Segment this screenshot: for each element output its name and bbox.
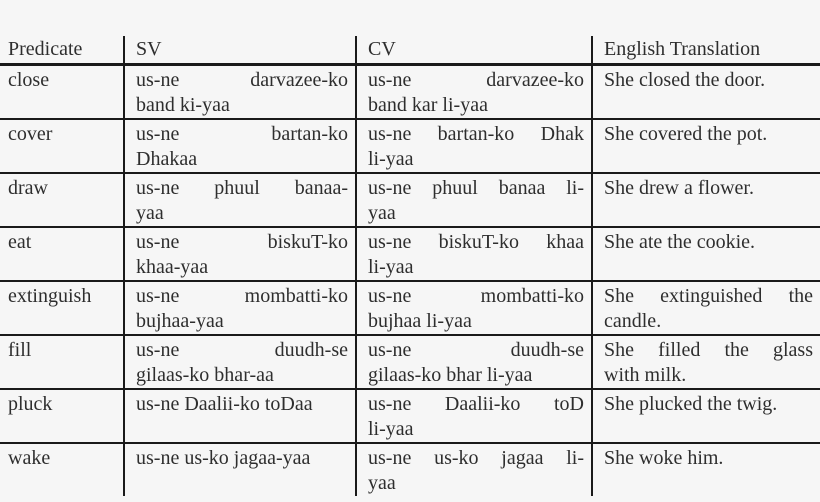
cell-line: us-ne bartan-ko Dhak bbox=[368, 123, 584, 145]
cell-line: gilaas-ko bhar-aa bbox=[136, 364, 274, 386]
translation-cell bbox=[591, 390, 820, 442]
cv-cell bbox=[355, 336, 591, 388]
cv-cell bbox=[355, 120, 591, 172]
translation-cell bbox=[591, 444, 820, 496]
cell-line: us-ne phuul banaa li- bbox=[368, 177, 584, 199]
predicate-cell: pluck bbox=[8, 393, 53, 415]
translation-cell bbox=[591, 120, 820, 172]
cv-cell bbox=[355, 228, 591, 280]
cell-line: khaa-yaa bbox=[136, 256, 209, 278]
header-predicate: Predicate bbox=[8, 38, 83, 60]
sv-cell bbox=[123, 66, 355, 118]
translation-cell bbox=[591, 228, 820, 280]
table-row bbox=[0, 444, 820, 496]
cell-line: She extinguished the bbox=[604, 285, 813, 307]
cv-cell bbox=[355, 174, 591, 226]
cell-line: She plucked the twig. bbox=[604, 393, 778, 415]
header-sv: SV bbox=[123, 36, 355, 63]
header-cv: CV bbox=[355, 36, 591, 63]
cell-line: us-ne Daalii-ko toD bbox=[368, 393, 584, 415]
translation-cell bbox=[591, 336, 820, 388]
cell-line: yaa bbox=[136, 202, 164, 224]
cell-line: us-ne us-ko jagaa-yaa bbox=[136, 447, 311, 469]
table-row bbox=[0, 228, 820, 282]
predicate-cell: extinguish bbox=[8, 285, 92, 307]
verb-constructions-table bbox=[0, 36, 820, 496]
header-english-translation: English Translation bbox=[591, 36, 820, 63]
cell-line: us-ne duudh-se bbox=[136, 339, 348, 361]
cell-line: us-ne mombatti-ko bbox=[136, 285, 348, 307]
cell-line: us-ne biskuT-ko khaa bbox=[368, 231, 584, 253]
predicate-cell: draw bbox=[8, 177, 48, 199]
sv-cell bbox=[123, 174, 355, 226]
cell-line: us-ne bartan-ko bbox=[136, 123, 348, 145]
cell-line: li-yaa bbox=[368, 418, 414, 440]
cell-line: us-ne phuul banaa- bbox=[136, 177, 348, 199]
cv-cell bbox=[355, 282, 591, 334]
cell-line: us-ne darvazee-ko bbox=[368, 69, 584, 91]
sv-cell bbox=[123, 444, 355, 496]
cell-line: She ate the cookie. bbox=[604, 231, 756, 253]
cell-line: bujhaa-yaa bbox=[136, 310, 224, 332]
cell-line: yaa bbox=[368, 202, 396, 224]
translation-cell bbox=[591, 174, 820, 226]
cell-line: She woke him. bbox=[604, 447, 724, 469]
cv-cell bbox=[355, 444, 591, 496]
table-row bbox=[0, 282, 820, 336]
cell-line: with milk. bbox=[604, 364, 687, 386]
translation-cell bbox=[591, 66, 820, 118]
cell-line: She closed the door. bbox=[604, 69, 766, 91]
cell-line: Dhakaa bbox=[136, 148, 198, 170]
cell-line: us-ne mombatti-ko bbox=[368, 285, 584, 307]
cell-line: candle. bbox=[604, 310, 662, 332]
predicate-cell: eat bbox=[8, 231, 32, 253]
predicate-cell: fill bbox=[8, 339, 32, 361]
cell-line: She filled the glass bbox=[604, 339, 813, 361]
cell-line: yaa bbox=[368, 472, 396, 494]
cell-line: She drew a flower. bbox=[604, 177, 754, 199]
sv-cell bbox=[123, 390, 355, 442]
predicate-cell: wake bbox=[8, 447, 51, 469]
cell-line: us-ne duudh-se bbox=[368, 339, 584, 361]
cv-cell bbox=[355, 390, 591, 442]
cell-line: gilaas-ko bhar li-yaa bbox=[368, 364, 533, 386]
sv-cell bbox=[123, 228, 355, 280]
cell-line: She covered the pot. bbox=[604, 123, 768, 145]
predicate-cell: close bbox=[8, 69, 50, 91]
cell-line: band kar li-yaa bbox=[368, 94, 488, 116]
cell-line: us-ne darvazee-ko bbox=[136, 69, 348, 91]
cell-line: band ki-yaa bbox=[136, 94, 230, 116]
cell-line: us-ne Daalii-ko toDaa bbox=[136, 393, 313, 415]
cv-cell bbox=[355, 66, 591, 118]
cell-line: li-yaa bbox=[368, 256, 414, 278]
table-row bbox=[0, 66, 820, 120]
translation-cell bbox=[591, 282, 820, 334]
cell-line: us-ne us-ko jagaa li- bbox=[368, 447, 584, 469]
cell-line: li-yaa bbox=[368, 148, 414, 170]
table-row bbox=[0, 390, 820, 444]
table-row bbox=[0, 336, 820, 390]
sv-cell bbox=[123, 282, 355, 334]
table-header-row bbox=[0, 36, 820, 66]
table-row bbox=[0, 174, 820, 228]
predicate-cell: cover bbox=[8, 123, 53, 145]
sv-cell bbox=[123, 120, 355, 172]
cell-line: us-ne biskuT-ko bbox=[136, 231, 348, 253]
cell-line: bujhaa li-yaa bbox=[368, 310, 472, 332]
sv-cell bbox=[123, 336, 355, 388]
table-row bbox=[0, 120, 820, 174]
